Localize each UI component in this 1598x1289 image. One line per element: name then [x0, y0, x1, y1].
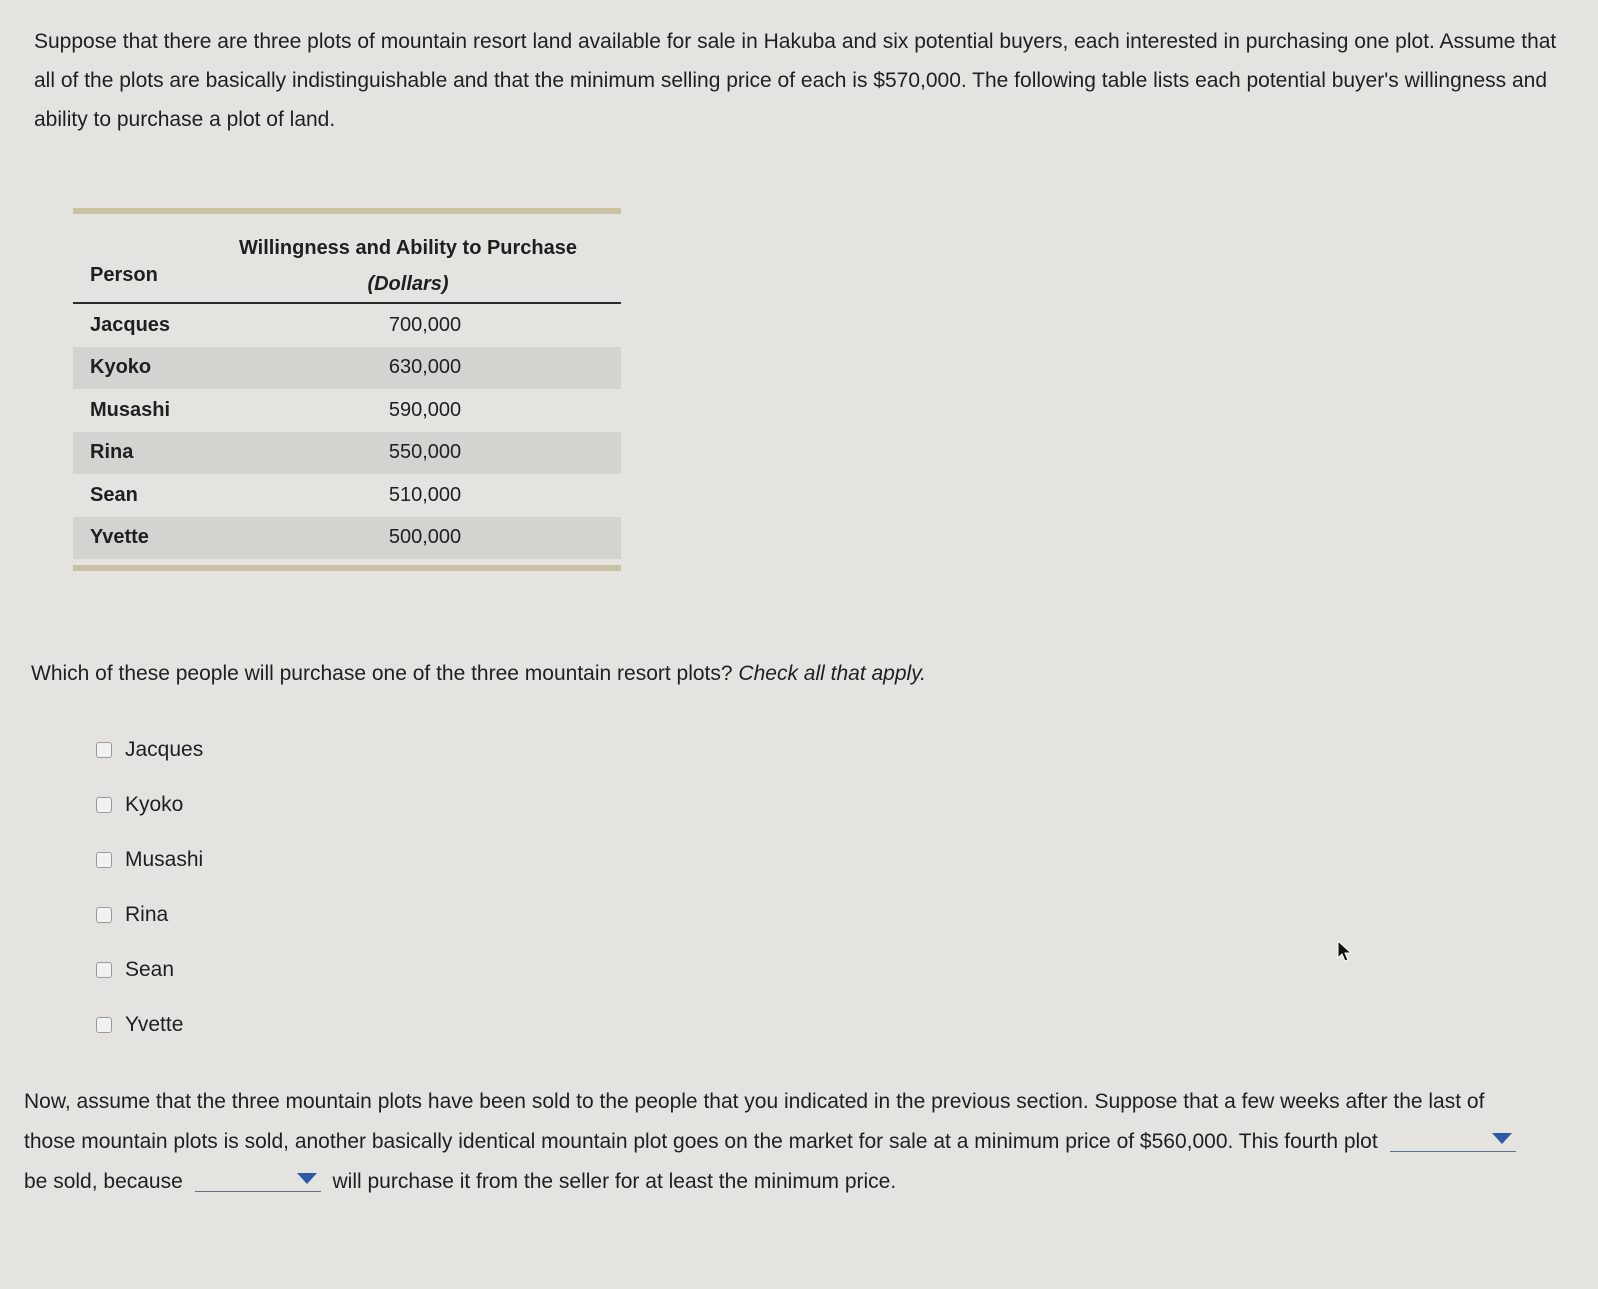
- checkbox-kyoko[interactable]: [96, 797, 112, 813]
- row-value: 500,000: [388, 526, 462, 549]
- header-wtp-units: (Dollars): [367, 273, 449, 295]
- intro-text: Suppose that there are three plots of mountain resort land available for sale in Hakuba and six potential buyers, each interested in purchasing one plot. Assume that all of the plots are basically indistinguishable and that the minimum selling price of each is $570,000. The following table lists each potential buyer's willingness and ability to purchase a plot of land.: [34, 30, 1557, 131]
- follow-up-paragraph: [24, 1082, 1524, 1202]
- option-label: Jacques: [125, 737, 204, 761]
- option-yvette[interactable]: [96, 997, 203, 1052]
- question-prompt: [31, 662, 926, 686]
- chevron-down-icon: [1492, 1133, 1512, 1144]
- header-person: Person: [90, 264, 158, 286]
- buyer-checklist: [96, 722, 203, 1052]
- checkbox-musashi[interactable]: [96, 852, 112, 868]
- option-label: Kyoko: [125, 792, 184, 816]
- table-row: [73, 304, 621, 347]
- option-rina[interactable]: [96, 887, 203, 942]
- will-be-sold-dropdown[interactable]: [1390, 1125, 1516, 1152]
- checkbox-rina[interactable]: [96, 907, 112, 923]
- table-bottom-rule: [73, 565, 621, 571]
- checkbox-sean[interactable]: [96, 962, 112, 978]
- row-value: 590,000: [388, 398, 462, 421]
- follow-up-text: [24, 1082, 1524, 1202]
- buyer-dropdown[interactable]: [195, 1165, 321, 1192]
- row-name: Jacques: [90, 313, 171, 336]
- checkbox-yvette[interactable]: [96, 1017, 112, 1033]
- row-value: 550,000: [388, 441, 462, 464]
- table-header: [73, 214, 621, 304]
- header-wtp: [208, 230, 608, 302]
- option-label: Sean: [125, 957, 175, 981]
- row-value: 510,000: [388, 483, 462, 506]
- row-name: Yvette: [90, 526, 149, 549]
- option-sean[interactable]: [96, 942, 203, 997]
- table-row: [73, 389, 621, 432]
- option-label: Rina: [125, 902, 169, 926]
- table-row: [73, 474, 621, 517]
- follow-up-text-3: will purchase it from the seller for at least the minimum price.: [332, 1170, 897, 1193]
- checkbox-jacques[interactable]: [96, 742, 112, 758]
- row-name: Kyoko: [90, 356, 152, 379]
- header-wtp-label: Willingness and Ability to Purchase: [238, 237, 578, 259]
- follow-up-text-2: be sold, because: [24, 1170, 183, 1193]
- table-row: [73, 347, 621, 390]
- row-name: Sean: [90, 483, 138, 506]
- chevron-down-icon: [297, 1173, 317, 1184]
- wtp-table: [73, 208, 621, 571]
- row-value: 700,000: [388, 313, 462, 336]
- row-name: Musashi: [90, 398, 171, 421]
- mouse-cursor-icon: [1337, 940, 1353, 964]
- option-label: Musashi: [125, 847, 204, 871]
- table-row: [73, 432, 621, 475]
- table-row: [73, 517, 621, 560]
- row-value: 630,000: [388, 356, 462, 379]
- option-jacques[interactable]: [96, 722, 203, 777]
- row-name: Rina: [90, 441, 134, 464]
- question-text: Which of these people will purchase one of the three mountain resort plots?: [31, 662, 733, 685]
- question-instruction: Check all that apply.: [738, 662, 926, 685]
- option-label: Yvette: [125, 1012, 184, 1036]
- option-musashi[interactable]: [96, 832, 203, 887]
- option-kyoko[interactable]: [96, 777, 203, 832]
- follow-up-text-1: Now, assume that the three mountain plots have been sold to the people that you indicated in the previous section. Suppose that a few weeks after the last of those mountain plots is sold, another basically identical mountain plot goes on the market for sale at a minimum price of $560,000. This fourth plot: [24, 1090, 1485, 1153]
- intro-paragraph: [34, 22, 1564, 139]
